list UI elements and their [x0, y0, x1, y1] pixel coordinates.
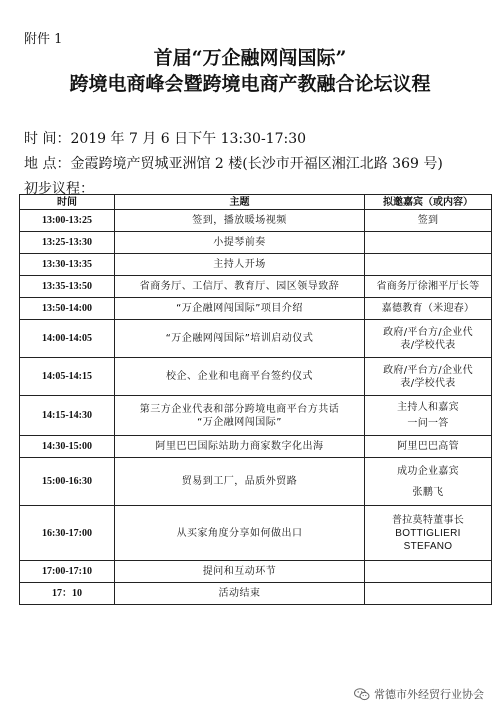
row-time: 13:30-13:35 [20, 254, 115, 276]
attachment-label: 附件 1 [24, 32, 63, 47]
table-row [20, 561, 492, 583]
row-topic: 提问和互动环节 [115, 561, 365, 583]
row-time: 13:25-13:30 [20, 232, 115, 254]
table-row [20, 436, 492, 458]
row-time: 14:05-14:15 [20, 358, 115, 396]
table-row [20, 232, 492, 254]
row-guest: 省商务厅徐湘平厅长等 [365, 276, 492, 298]
table-row [20, 320, 492, 358]
row-guest: 主持人和嘉宾 一问一答 [365, 396, 492, 436]
event-time: 时 间：2019 年 7 月 6 日下午 13:30-17:30 [24, 131, 307, 147]
row-time: 14:15-14:30 [20, 396, 115, 436]
page-title-line2: 跨境电商峰会暨跨境电商产教融合论坛议程 [69, 73, 431, 95]
table-row [20, 396, 492, 436]
row-guest: 普拉莫特董事长 BOTTIGLIERI STEFANO [365, 506, 492, 561]
row-topic: 第三方企业代表和部分跨境电商平台方共话 “万企融网闯国际” [115, 396, 365, 436]
row-topic: 主持人开场 [115, 254, 365, 276]
row-topic: 签到，播放暖场视频 [115, 210, 365, 232]
table-row [20, 583, 492, 605]
row-topic: 省商务厅、工信厅、教育厅、园区领导致辞 [115, 276, 365, 298]
event-place: 地 点：金霞跨境产贸城亚洲馆 2 楼(长沙市开福区湘江北路 369 号) [24, 156, 443, 172]
row-time: 15:00-16:30 [20, 458, 115, 506]
watermark [354, 686, 484, 702]
row-time: 16:30-17:00 [20, 506, 115, 561]
watermark-text: 常德市外经贸行业协会 [374, 688, 484, 701]
row-guest [365, 561, 492, 583]
row-time: 13:35-13:50 [20, 276, 115, 298]
row-time: 13:50-14:00 [20, 298, 115, 320]
header-guest: 拟邀嘉宾（或内容） [365, 195, 492, 210]
row-time: 14:00-14:05 [20, 320, 115, 358]
row-time: 17:00-17:10 [20, 561, 115, 583]
row-guest [365, 583, 492, 605]
table-header-row [20, 195, 492, 210]
table-row [20, 210, 492, 232]
table-row [20, 506, 492, 561]
page-title-line1: 首届“万企融网闯国际” [153, 47, 347, 69]
row-guest [365, 254, 492, 276]
row-guest: 政府/平台方/企业代 表/学校代表 [365, 358, 492, 396]
wechat-icon [354, 688, 370, 701]
agenda-subtitle: 初步议程： [24, 181, 94, 197]
row-topic: 阿里巴巴国际站助力商家数字化出海 [115, 436, 365, 458]
header-time: 时间 [20, 195, 115, 210]
row-topic: “万企融网闯国际”培训启动仪式 [115, 320, 365, 358]
row-time: 14:30-15:00 [20, 436, 115, 458]
table-row [20, 458, 492, 506]
row-topic: 活动结束 [115, 583, 365, 605]
row-time: 17：10 [20, 583, 115, 605]
row-guest: 政府/平台方/企业代 表/学校代表 [365, 320, 492, 358]
table-row [20, 298, 492, 320]
agenda-table [19, 194, 492, 605]
row-topic: 贸易到工厂，品质外贸路 [115, 458, 365, 506]
row-topic: “万企融网闯国际”项目介绍 [115, 298, 365, 320]
row-topic: 从买家角度分享如何做出口 [115, 506, 365, 561]
row-guest: 成功企业嘉宾 张鹏飞 [365, 458, 492, 506]
row-guest [365, 232, 492, 254]
row-time: 13:00-13:25 [20, 210, 115, 232]
table-row [20, 254, 492, 276]
table-row [20, 276, 492, 298]
row-topic: 校企、企业和电商平台签约仪式 [115, 358, 365, 396]
table-row [20, 358, 492, 396]
row-topic: 小提琴前奏 [115, 232, 365, 254]
row-guest: 签到 [365, 210, 492, 232]
row-guest: 嘉德教育（米迎春） [365, 298, 492, 320]
header-topic: 主题 [115, 195, 365, 210]
row-guest: 阿里巴巴高管 [365, 436, 492, 458]
